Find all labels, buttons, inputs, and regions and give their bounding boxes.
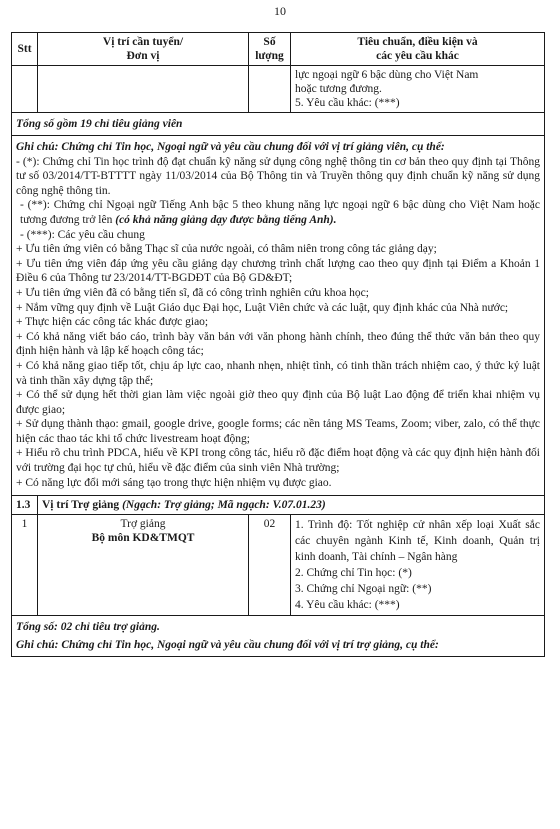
ta-criteria-cell <box>291 515 545 616</box>
continued-quantity-cell <box>249 66 291 113</box>
requirement-item: + Có thể sử dụng hết thời gian làm việc ngoài giờ theo quy định của Bộ luật Lao động để triển khai nhiệm vụ được giao; <box>16 389 540 416</box>
lecturer-notes-row <box>12 136 545 496</box>
requirement-item: + Ưu tiên ứng viên đáp ứng yêu cầu giảng dạy chương trình chất lượng cao theo quy định tại Điểm a Khoản 1 Điều 6 của Thông tư 23/2014/TT-BGDĐT của Bộ GD&ĐT; <box>16 257 540 285</box>
requirement-item: + Ưu tiên ứng viên đã có bằng tiến sĩ, đã có công trình nghiên cứu khoa học; <box>16 286 369 299</box>
ta-position: Trợ giảng <box>120 518 166 531</box>
header-quantity-line1: Số <box>263 36 276 48</box>
note-language-main: - (**): Chứng chỉ Ngoại ngữ Tiếng Anh bậc 5 theo khung năng lực ngoại ngữ 6 bậc dùng cho Việt Nam hoặc tương đương trở lên <box>20 199 540 226</box>
ta-criteria-line: 2. Chứng chỉ Tin học: (*) <box>295 567 412 580</box>
section-detail: (Ngạch: Trợ giảng; Mã ngạch: V.07.01.23) <box>122 499 326 512</box>
note-language-cert <box>16 198 540 227</box>
header-stt: Stt <box>12 33 38 66</box>
requirement-item: + Thực hiện các công tác khác được giao; <box>16 316 209 329</box>
page-number: 10 <box>274 4 286 18</box>
header-position <box>38 33 249 66</box>
ta-total-row <box>12 616 545 657</box>
header-position-line2: Đơn vị <box>126 50 160 62</box>
header-criteria-line1: Tiêu chuẩn, điều kiện và <box>357 36 478 48</box>
requirement-item: + Có năng lực đổi mới sáng tạo trong thực hiện nhiệm vụ được giao. <box>16 476 332 489</box>
ta-unit: Bộ môn KD&TMQT <box>91 532 195 545</box>
ta-criteria-line: 4. Yêu cầu khác: (***) <box>295 599 400 612</box>
header-quantity <box>249 33 291 66</box>
table-row-continued <box>12 66 545 113</box>
lecturer-notes-title: Ghi chú: Chứng chỉ Tin học, Ngoại ngữ và yêu cầu chung đối với vị trí giảng viên, cụ thể: <box>16 141 445 153</box>
requirement-item: + Có khả năng giao tiếp tốt, chịu áp lực cao, nhanh nhẹn, nhiệt tình, có tinh thần trách nhiệm cao, ý thức kỷ luật và tinh thần xây dựng tập thể; <box>16 359 540 387</box>
continued-position-cell <box>38 66 249 113</box>
continued-criteria-line: lực ngoại ngữ 6 bậc dùng cho Việt Nam <box>295 69 479 81</box>
section-title: Vị trí Trợ giảng <box>42 499 123 512</box>
header-quantity-line2: lượng <box>255 50 284 62</box>
section-number: 1.3 <box>12 496 38 515</box>
section-heading-row <box>12 496 545 515</box>
continued-criteria-line: hoặc tương đương. <box>295 83 382 95</box>
requirement-item: + Sử dụng thành thạo: gmail, google drive, google forms; các nền tảng MS Teams, Zoom; viber, zalo, có thể thực hiện các thao tác khi tổ chức livestream hoạt động; <box>16 418 540 445</box>
note-computer-cert: - (*): Chứng chỉ Tin học trình độ đạt chuẩn kỹ năng sử dụng công nghệ thông tin cơ bản theo quy định tại Thông tư số 03/2014/TT-BTTTT ngày 11/03/2014 của Bộ Thông tin và Truyền thông quy định chuẩn kỹ năng sử dụng công nghệ thông tin. <box>16 155 540 197</box>
header-criteria <box>291 33 545 66</box>
requirement-item: + Hiểu rõ chu trình PDCA, hiểu về KPI trong công tác, hiểu rõ đặc điểm hoạt động và các quy định hiện hành đối với trường đại học tự chủ, hiểu về đặc điểm của sinh viên Nhà trường; <box>16 447 540 475</box>
requirement-item: + Ưu tiên ứng viên có bằng Thạc sĩ của nước ngoài, có thâm niên trong công tác giảng dạy; <box>16 243 437 256</box>
requirement-item: + Nắm vững quy định về Luật Giáo dục Đại học, Luật Viên chức và các luật, quy định khác của Nhà nước; <box>16 301 509 314</box>
continued-criteria-line: 5. Yêu cầu khác: (***) <box>295 97 400 109</box>
table-header-row <box>12 33 545 66</box>
lecturer-notes <box>12 136 545 496</box>
requirement-item: + Có khả năng viết báo cáo, trình bày văn bản với văn phong hành chính, theo đúng thể thức văn bản theo quy định hiện hành và lập kế hoạch công tác; <box>16 330 540 358</box>
ta-row <box>12 515 545 616</box>
note-general-requirements: - (***): Các yêu cầu chung <box>20 228 145 241</box>
section-title-cell <box>38 496 545 515</box>
ta-quantity: 02 <box>249 515 291 616</box>
ta-position-cell <box>38 515 249 616</box>
ta-total-cell <box>12 616 545 657</box>
ta-criteria-line: 3. Chứng chỉ Ngoại ngữ: (**) <box>295 583 432 596</box>
ta-notes-title: Ghi chú: Chứng chỉ Tin học, Ngoại ngữ và yêu cầu chung đối với vị trí trợ giảng, cụ thể: <box>16 639 439 652</box>
ta-criteria-line: 1. Trình độ: Tốt nghiệp cử nhân xếp loại Xuất sắc các chuyên ngành Kinh tế, Kinh doanh, Quản trị kinh doanh, Tài chính – Ngân hàng <box>295 519 540 564</box>
note-language-italic: (có khả năng giảng dạy được bằng tiếng Anh). <box>115 213 337 226</box>
ta-total: Tổng số: 02 chỉ tiêu trợ giảng. <box>16 621 160 634</box>
lecturer-total-row <box>12 113 545 136</box>
header-position-line1: Vị trí cần tuyển/ <box>102 36 184 48</box>
header-criteria-line2: các yêu cầu khác <box>376 50 459 62</box>
lecturer-total: Tổng số gồm 19 chỉ tiêu giảng viên <box>12 113 545 136</box>
ta-stt: 1 <box>12 515 38 616</box>
recruitment-table <box>11 32 545 657</box>
continued-stt-cell <box>12 66 38 113</box>
continued-criteria-cell <box>291 66 545 113</box>
